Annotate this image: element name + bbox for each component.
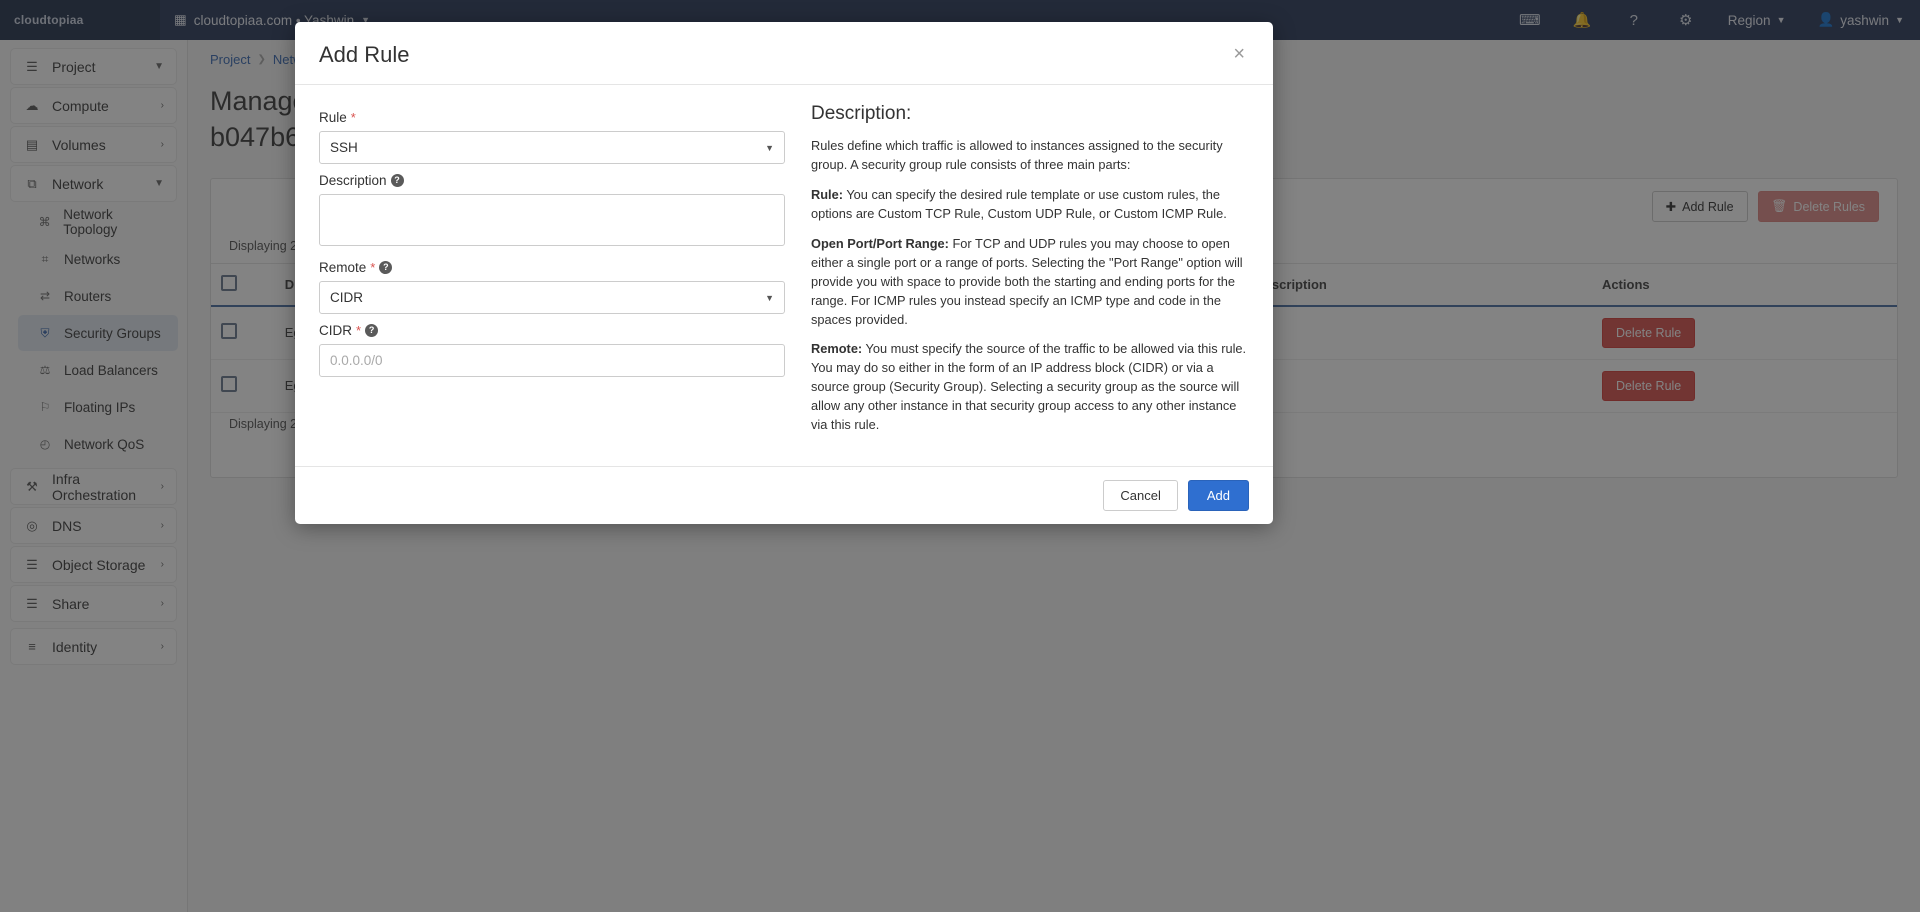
description-port-paragraph bbox=[811, 235, 1249, 330]
add-button[interactable]: Add bbox=[1188, 480, 1249, 511]
chevron-down-icon: ▼ bbox=[765, 142, 774, 153]
description-heading: Description: bbox=[811, 103, 912, 124]
cancel-button[interactable]: Cancel bbox=[1103, 480, 1177, 511]
add-rule-dialog bbox=[295, 22, 1273, 524]
description-label-text: Description bbox=[319, 173, 387, 188]
description-remote-paragraph bbox=[811, 340, 1249, 435]
cidr-field-label bbox=[319, 323, 785, 338]
required-marker: * bbox=[370, 260, 376, 275]
modal-footer bbox=[295, 466, 1273, 524]
description-field-label bbox=[319, 173, 785, 188]
rule-select-value: SSH bbox=[330, 140, 358, 155]
description-panel bbox=[811, 101, 1249, 446]
modal-title: Add Rule bbox=[319, 42, 410, 67]
description-remote-text: You must specify the source of the traffic to be allowed via this rule. You may do so either in the form of an IP address block (CIDR) or via a source group (Security Group). Selecting a security group as the source will allow any other instance in that security group access to any other instance via this rule. bbox=[811, 341, 1247, 433]
description-rule-term: Rule: bbox=[811, 186, 843, 202]
description-textarea[interactable] bbox=[319, 194, 785, 246]
rule-field-label bbox=[319, 110, 785, 125]
remote-field-label bbox=[319, 260, 785, 275]
remote-label-text: Remote bbox=[319, 260, 367, 275]
help-icon[interactable]: ? bbox=[365, 324, 378, 337]
modal-header bbox=[295, 22, 1273, 85]
modal-body bbox=[295, 85, 1273, 466]
description-port-term: Open Port/Port Range: bbox=[811, 235, 949, 251]
help-icon[interactable]: ? bbox=[379, 261, 392, 274]
description-port-text: For TCP and UDP rules you may choose to open either a single port or a range of ports. Selecting the "Port Range" option will provide you with space to provide both the starting and ending ports for the range. For ICMP rules you instead specify an ICMP type and code in the spaces provided. bbox=[811, 235, 1243, 327]
required-marker: * bbox=[356, 323, 362, 338]
rule-select[interactable] bbox=[319, 131, 785, 164]
cidr-input[interactable] bbox=[319, 344, 785, 377]
chevron-down-icon: ▼ bbox=[765, 292, 774, 303]
remote-select-value: CIDR bbox=[330, 290, 363, 305]
rule-label-text: Rule bbox=[319, 110, 347, 125]
cidr-label-text: CIDR bbox=[319, 323, 352, 338]
rule-form bbox=[319, 101, 785, 446]
description-rule-text: You can specify the desired rule template or use custom rules, the options are Custom TCP Rule, Custom UDP Rule, or Custom ICMP Rule. bbox=[811, 186, 1227, 221]
description-intro: Rules define which traffic is allowed to instances assigned to the security group. A security group rule consists of three main parts: bbox=[811, 138, 1223, 172]
help-icon[interactable]: ? bbox=[391, 174, 404, 187]
close-icon[interactable]: × bbox=[1233, 43, 1245, 65]
remote-select[interactable] bbox=[319, 281, 785, 314]
required-marker: * bbox=[350, 110, 356, 125]
description-rule-paragraph bbox=[811, 186, 1249, 224]
description-remote-term: Remote: bbox=[811, 341, 863, 357]
